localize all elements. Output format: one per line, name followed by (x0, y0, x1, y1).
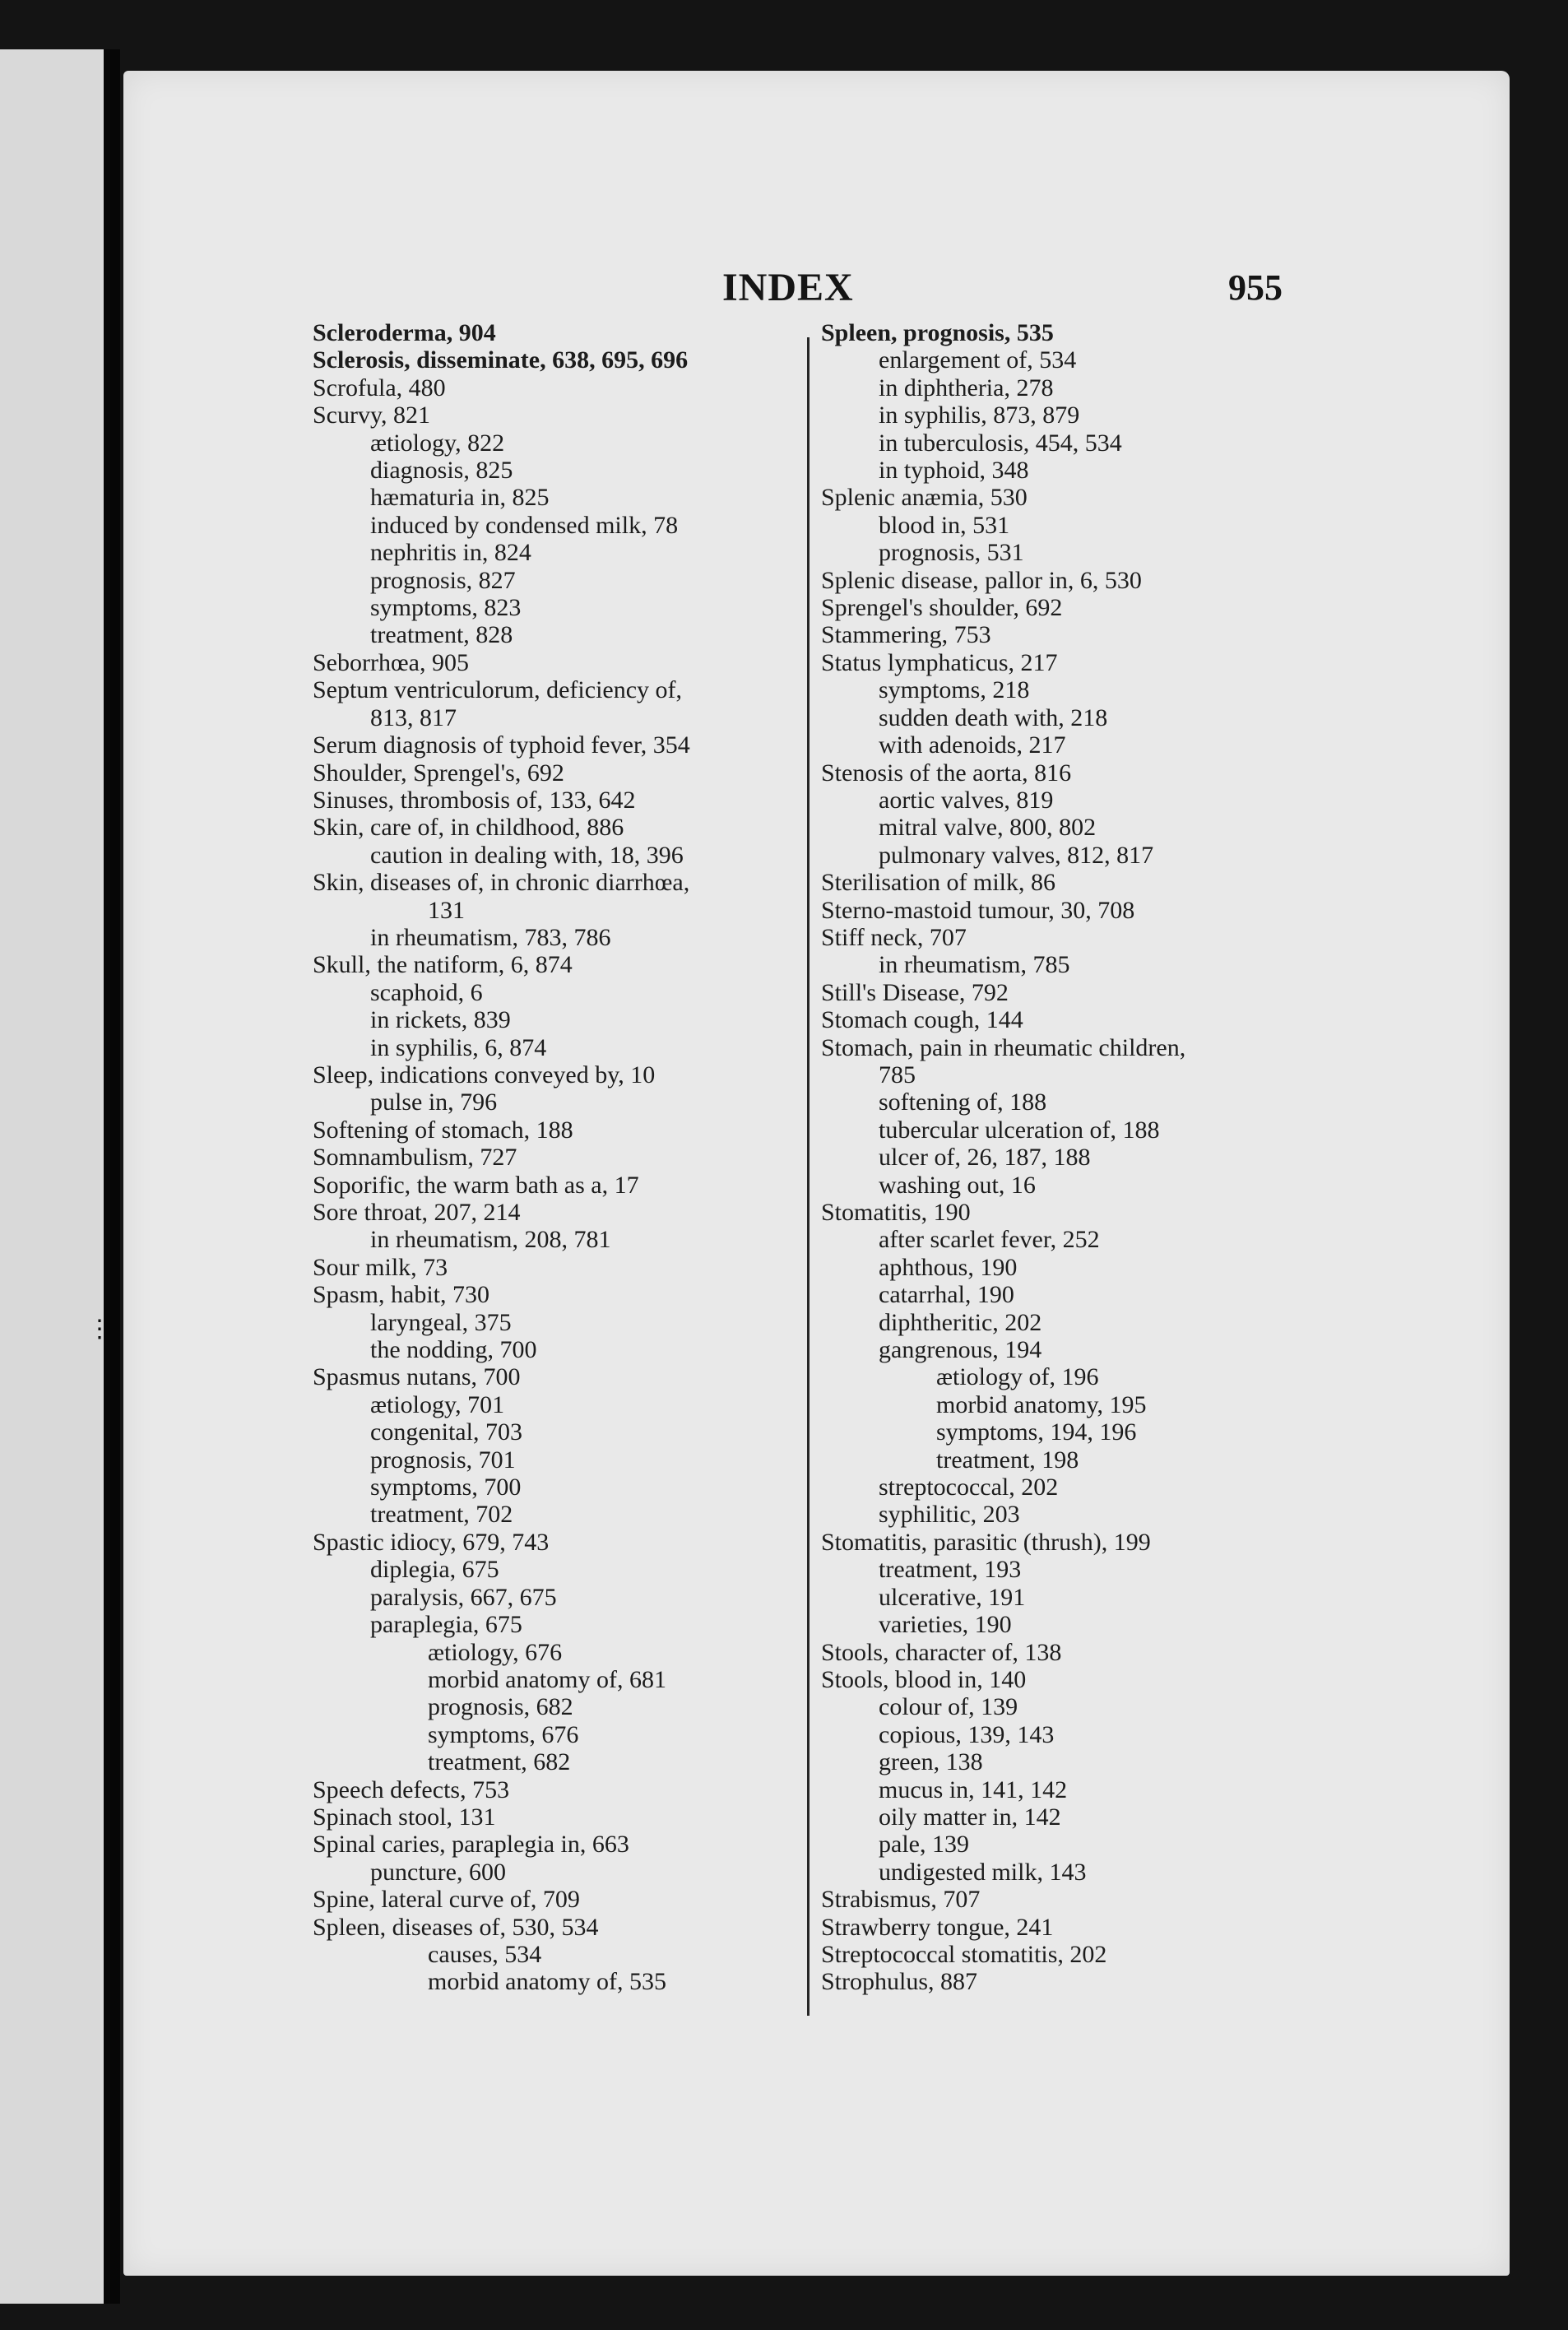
index-entry: Stools, character of, 138 (821, 1638, 1062, 1666)
index-entry: causes, 534 (428, 1940, 542, 1968)
index-entry: copious, 139, 143 (879, 1720, 1055, 1748)
index-entry: in rheumatism, 208, 781 (370, 1226, 611, 1254)
index-entry: symptoms, 194, 196 (936, 1418, 1137, 1446)
index-entry: Stammering, 753 (821, 621, 991, 649)
index-entry: laryngeal, 375 (370, 1308, 512, 1336)
index-entry: ulcer of, 26, 187, 188 (879, 1144, 1091, 1172)
index-entry: mitral valve, 800, 802 (879, 814, 1097, 842)
index-entry: Spastic idiocy, 679, 743 (313, 1528, 550, 1556)
index-entry: symptoms, 676 (428, 1720, 579, 1748)
index-entry: Softening of stomach, 188 (313, 1116, 573, 1144)
index-entry: sudden death with, 218 (879, 703, 1108, 731)
index-entry: Sinuses, thrombosis of, 133, 642 (313, 786, 636, 814)
index-entry: Sclerosis, disseminate, 638, 695, 696 (313, 346, 689, 374)
index-entry: pulse in, 796 (370, 1088, 498, 1116)
index-entry: Stomach, pain in rheumatic children, (821, 1033, 1186, 1061)
index-entry: treatment, 198 (936, 1446, 1079, 1474)
index-entry: pale, 139 (879, 1831, 969, 1859)
index-entry: Skin, diseases of, in chronic diarrhœa, (313, 869, 690, 897)
index-entry: streptococcal, 202 (879, 1474, 1059, 1502)
index-entry: Sleep, indications conveyed by, 10 (313, 1061, 656, 1088)
index-entry: Sour milk, 73 (313, 1253, 448, 1281)
index-entry: ulcerative, 191 (879, 1583, 1026, 1611)
index-entry: in rheumatism, 783, 786 (370, 923, 611, 951)
index-entry: Skull, the natiform, 6, 874 (313, 951, 573, 979)
index-entry: ætiology, 676 (428, 1638, 563, 1666)
index-entry: treatment, 828 (370, 621, 513, 649)
index-entry: Spine, lateral curve of, 709 (313, 1886, 580, 1914)
index-entry: caution in dealing with, 18, 396 (370, 841, 684, 869)
index-entry: ætiology, 701 (370, 1390, 505, 1418)
index-entry: in rheumatism, 785 (879, 951, 1070, 979)
index-entry: treatment, 702 (370, 1501, 513, 1529)
index-entry: Scrofula, 480 (313, 374, 446, 401)
index-entry: pulmonary valves, 812, 817 (879, 841, 1154, 869)
index-entry: syphilitic, 203 (879, 1501, 1020, 1529)
index-entry: Strophulus, 887 (821, 1968, 978, 1996)
index-entry: Scurvy, 821 (313, 401, 431, 429)
index-entry: colour of, 139 (879, 1693, 1018, 1721)
index-entry: in syphilis, 873, 879 (879, 401, 1080, 429)
index-entry: Skin, care of, in childhood, 886 (313, 814, 624, 842)
index-entry: mucus in, 141, 142 (879, 1775, 1068, 1803)
index-entry: Status lymphaticus, 217 (821, 648, 1058, 676)
index-entry: diphtheritic, 202 (879, 1308, 1042, 1336)
index-entry: Somnambulism, 727 (313, 1144, 517, 1172)
index-entry: Stomatitis, 190 (821, 1199, 971, 1226)
index-entry: paraplegia, 675 (370, 1611, 522, 1639)
index-entry: Strawberry tongue, 241 (821, 1913, 1054, 1941)
index-entry: symptoms, 218 (879, 676, 1030, 704)
index-entry: Sprengel's shoulder, 692 (821, 594, 1063, 622)
index-entry: Seborrhœa, 905 (313, 648, 469, 676)
index-entry: tubercular ulceration of, 188 (879, 1116, 1160, 1144)
index-entry: symptoms, 700 (370, 1474, 522, 1502)
page-title: INDEX (722, 266, 854, 309)
index-entry: Streptococcal stomatitis, 202 (821, 1940, 1107, 1968)
index-entry: in rickets, 839 (370, 1006, 511, 1034)
index-entry: prognosis, 827 (370, 566, 516, 594)
facing-page-edge (0, 49, 104, 2304)
index-entry: in tuberculosis, 454, 534 (879, 429, 1122, 457)
index-entry: blood in, 531 (879, 511, 1010, 539)
index-entry: ætiology of, 196 (936, 1363, 1099, 1391)
index-entry: nephritis in, 824 (370, 539, 531, 567)
index-entry: after scarlet fever, 252 (879, 1226, 1100, 1254)
index-entry: Shoulder, Sprengel's, 692 (313, 759, 564, 787)
index-entry: morbid anatomy of, 535 (428, 1968, 666, 1996)
index-entry: gangrenous, 194 (879, 1336, 1042, 1364)
index-entry: 785 (879, 1061, 916, 1088)
index-entry: oily matter in, 142 (879, 1803, 1061, 1831)
index-entry: in diphtheria, 278 (879, 374, 1054, 401)
index-entry: hæmaturia in, 825 (370, 484, 550, 512)
index-entry: congenital, 703 (370, 1418, 522, 1446)
index-entry: washing out, 16 (879, 1171, 1036, 1199)
index-entry: Splenic disease, pallor in, 6, 530 (821, 566, 1142, 594)
index-entry: induced by condensed milk, 78 (370, 511, 679, 539)
page-number: 955 (1228, 267, 1283, 308)
index-column-right (821, 319, 1306, 1996)
index-entry: 131 (428, 896, 465, 924)
index-entry: aortic valves, 819 (879, 786, 1054, 814)
index-entry: puncture, 600 (370, 1858, 506, 1886)
index-entry: Spinach stool, 131 (313, 1803, 496, 1831)
index-entry: Strabismus, 707 (821, 1886, 981, 1914)
index-entry: undigested milk, 143 (879, 1858, 1087, 1886)
index-entry: varieties, 190 (879, 1611, 1012, 1639)
index-entry: Sterilisation of milk, 86 (821, 869, 1055, 897)
index-entry: Sore throat, 207, 214 (313, 1199, 521, 1226)
index-entry: Speech defects, 753 (313, 1775, 510, 1803)
index-entry: Sterno-mastoid tumour, 30, 708 (821, 896, 1135, 924)
index-entry: Stomatitis, parasitic (thrush), 199 (821, 1528, 1151, 1556)
index-entry: Stiff neck, 707 (821, 923, 967, 951)
index-entry: scaphoid, 6 (370, 978, 483, 1006)
index-entry: morbid anatomy of, 681 (428, 1665, 666, 1693)
index-entry: Splenic anæmia, 530 (821, 484, 1028, 512)
index-entry: with adenoids, 217 (879, 731, 1066, 759)
index-entry: prognosis, 701 (370, 1446, 516, 1474)
index-entry: Septum ventriculorum, deficiency of, (313, 676, 683, 704)
index-entry: softening of, 188 (879, 1088, 1047, 1116)
index-entry: prognosis, 682 (428, 1693, 573, 1721)
index-entry: Spleen, diseases of, 530, 534 (313, 1913, 599, 1941)
index-entry: treatment, 682 (428, 1748, 571, 1776)
index-entry: Spasm, habit, 730 (313, 1281, 489, 1309)
index-entry: diagnosis, 825 (370, 457, 513, 485)
index-entry: Spinal caries, paraplegia in, 663 (313, 1831, 629, 1859)
index-column-left (313, 319, 798, 1996)
index-entry: Stools, blood in, 140 (821, 1665, 1027, 1693)
index-entry: Soporific, the warm bath as a, 17 (313, 1171, 639, 1199)
index-entry: Scleroderma, 904 (313, 319, 496, 346)
index-entry: Serum diagnosis of typhoid fever, 354 (313, 731, 690, 759)
index-entry: enlargement of, 534 (879, 346, 1077, 374)
index-entry: Spleen, prognosis, 535 (821, 319, 1054, 346)
index-entry: 813, 817 (370, 703, 457, 731)
index-entry: treatment, 193 (879, 1556, 1022, 1584)
index-entry: Stomach cough, 144 (821, 1006, 1023, 1034)
index-entry: green, 138 (879, 1748, 983, 1776)
index-entry: prognosis, 531 (879, 539, 1024, 567)
index-entry: Stenosis of the aorta, 816 (821, 759, 1072, 787)
book-spine-shadow (104, 49, 120, 2304)
index-entry: in typhoid, 348 (879, 457, 1029, 485)
index-entry: ætiology, 822 (370, 429, 505, 457)
column-divider (807, 337, 810, 2016)
index-entry: Spasmus nutans, 700 (313, 1363, 521, 1391)
index-entry: morbid anatomy, 195 (936, 1390, 1147, 1418)
index-entry: aphthous, 190 (879, 1253, 1018, 1281)
margin-mark: ⋮ (87, 1316, 112, 1343)
index-entry: the nodding, 700 (370, 1336, 537, 1364)
index-entry: symptoms, 823 (370, 594, 522, 622)
index-entry: catarrhal, 190 (879, 1281, 1014, 1309)
index-entry: paralysis, 667, 675 (370, 1583, 557, 1611)
index-entry: Still's Disease, 792 (821, 978, 1009, 1006)
index-entry: diplegia, 675 (370, 1556, 499, 1584)
index-entry: in syphilis, 6, 874 (370, 1033, 547, 1061)
